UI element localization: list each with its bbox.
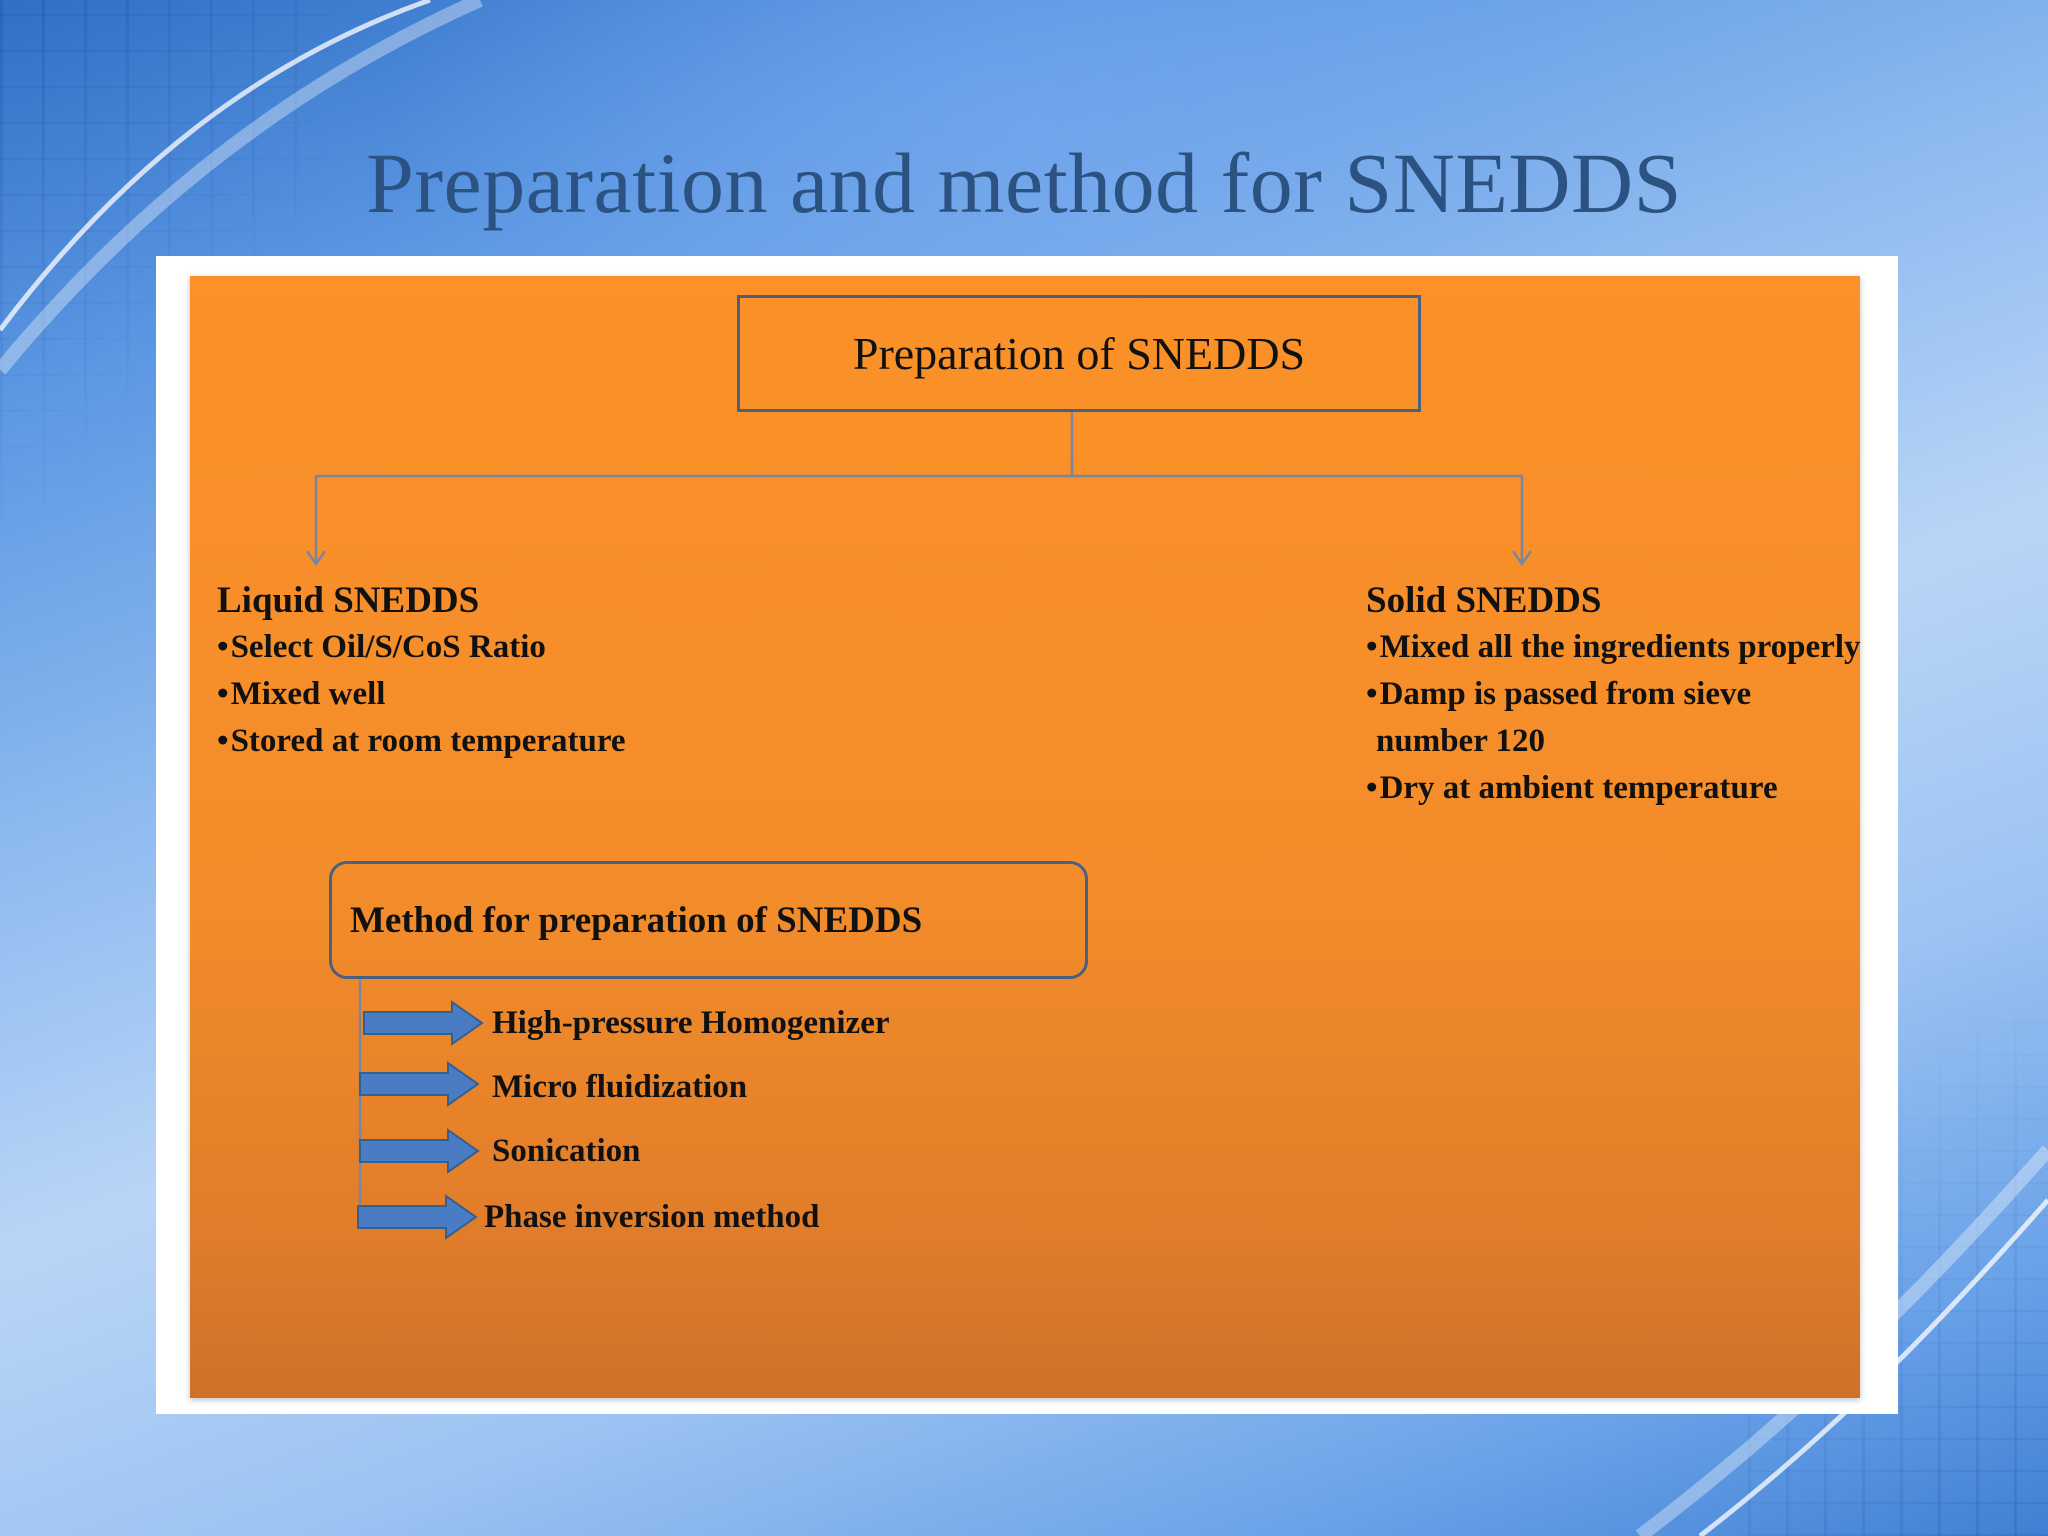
method-item-3: Sonication <box>492 1133 641 1169</box>
root-node-label: Preparation of SNEDDS <box>852 328 1306 379</box>
root-node-box <box>737 295 1421 412</box>
slide-title: Preparation and method for SNEDDS <box>366 135 1682 231</box>
method-item-4: Phase inversion method <box>484 1199 820 1235</box>
solid-step-3: • Dry at ambient temperature <box>1366 765 1866 812</box>
liquid-snedds-list <box>217 624 837 765</box>
solid-step-1: • Mixed all the ingredients properly <box>1366 624 1866 671</box>
method-node-label: Method for preparation of SNEDDS <box>350 899 923 941</box>
liquid-snedds-branch <box>217 577 837 765</box>
solid-snedds-branch <box>1366 577 1866 812</box>
diagram-panel <box>190 276 1860 1398</box>
method-item-1: High-pressure Homogenizer <box>492 1005 890 1041</box>
solid-snedds-heading: Solid SNEDDS <box>1366 580 1602 621</box>
method-node-box <box>329 861 1088 979</box>
liquid-snedds-heading: Liquid SNEDDS <box>217 580 480 621</box>
solid-step-2: • Damp is passed from sieve number 120 <box>1366 671 1866 765</box>
method-item-2: Micro fluidization <box>492 1069 748 1105</box>
solid-snedds-list <box>1366 624 1866 812</box>
liquid-step-1: • Select Oil/S/CoS Ratio <box>217 624 837 671</box>
liquid-step-2: • Mixed well <box>217 671 837 718</box>
liquid-step-3: • Stored at room temperature <box>217 718 837 765</box>
